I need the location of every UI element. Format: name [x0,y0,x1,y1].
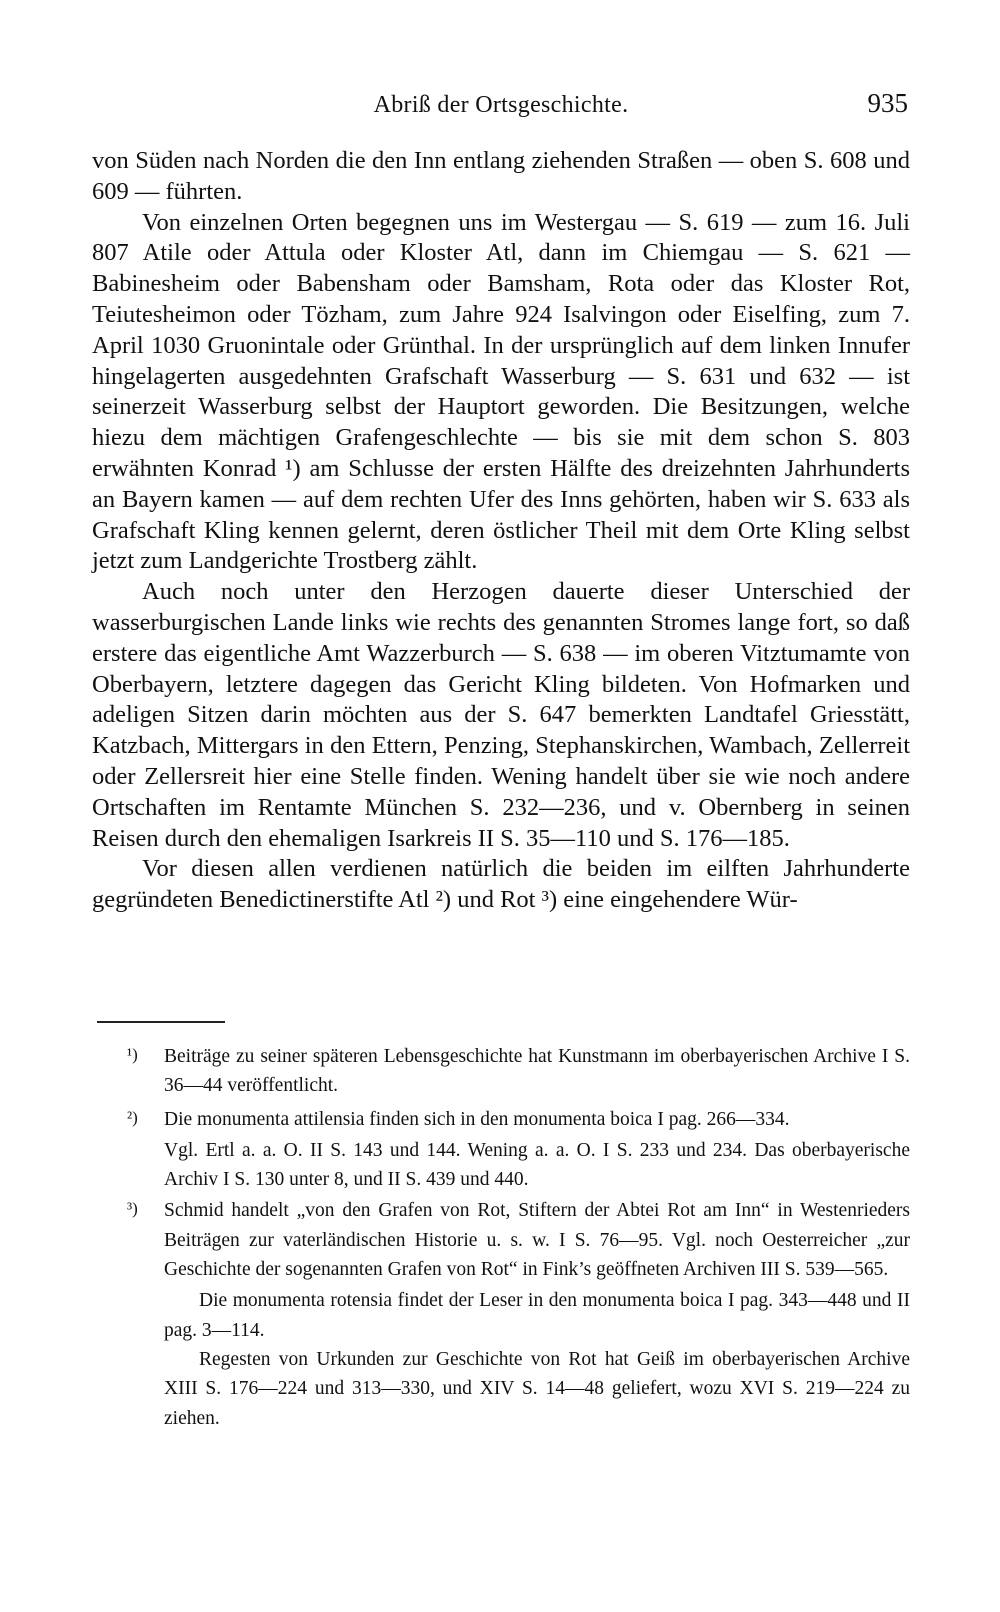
paragraph: Vor diesen allen verdienen natürlich die beiden im eilften Jahrhunderte gegründeten Benedictinerstifte Atl ²) und Rot ³) eine eingehendere Wür- [92,855,910,914]
footnote-mark: ³) [127,1199,138,1219]
footnote-text: Die monumenta attilensia finden sich in den monumenta boica I pag. 266—334. [164,1108,790,1130]
footnote-2-continuation: Vgl. Ertl a. a. O. II S. 143 und 144. Wening a. a. O. I S. 233 und 234. Das oberbayerische Archiv I S. 130 unter 8, und II S. 439 und 440. [164,1139,910,1191]
page-header [92,88,910,128]
paragraph: von Süden nach Norden die den Inn entlang ziehenden Straßen — oben S. 608 und 609 — führten. [92,147,910,205]
footnote-3-continuation: Regesten von Urkunden zur Geschichte von Rot hat Geiß im oberbayerischen Archive XIII S. 176—224 und 313—330, und XIV S. 14—48 geliefert, wozu XVI S. 219—224 zu ziehen. [164,1348,910,1429]
running-title: Abriß der Ortsgeschichte. [373,92,629,118]
footnote-separator [97,1021,225,1023]
paragraph: Auch noch unter den Herzogen dauerte dieser Unterschied der wasserburgischen Lande links wie rechts des genannten Stromes lange fort, so daß erstere das eigentliche Amt Wazzerburch — S. 638 — im oberen Vitztumamte von Oberbayern, letztere dagegen das Gericht Kling bildeten. Von Hofmarken und adeligen Sitzen darin möchten aus der S. 647 bemerkten Landtafel Griesstätt, Katzbach, Mittergars in den Ettern, Penzing, Stephanskirchen, Wambach, Zellerreit oder Zellersreit hier eine Stelle finden. Wening handelt über sie wie noch andere Ortschaften im Rentamte München S. 232—236, und v. Obernberg in seinen Reisen durch den ehemaligen Isarkreis II S. 35—110 und S. 176—185. [92,578,910,852]
footnote-3 [92,1194,910,1284]
footnote-text: Schmid handelt „von den Grafen von Rot, Stiftern der Abtei Rot am Inn“ in Westenrieders Beiträgen zur vaterländischen Historie u. s. w. I S. 76—95. Vgl. noch Oesterreicher „zur Geschichte der sogenannten Grafen von Rot“ in Fink’s geöffneten Archiven III S. 539—565. [164,1200,910,1281]
main-text [92,146,910,916]
paragraph: Von einzelnen Orten begegnen uns im Westergau — S. 619 — zum 16. Juli 807 Atile oder Attula oder Kloster Atl, dann im Chiemgau — S. 621 — Babinesheim oder Babensham oder Bamsham, Rota oder das Kloster Rot, Teiutesheimon oder Tözham, zum Jahre 924 Isalvingon oder Eiselfing, zum 7. April 1030 Gruonintale oder Grünthal. In der ursprünglich auf dem linken Innufer hingelagerten ausgedehnten Grafschaft Wasserburg — S. 631 und 632 — ist seinerzeit Wasserburg selbst der Hauptort geworden. Die Besitzungen, welche hiezu dem mächtigen Grafengeschlechte — bis sie mit dem schon S. 803 erwähnten Konrad ¹) am Schlusse der ersten Hälfte des dreizehnten Jahrhunderts an Bayern kamen — auf dem rechten Ufer des Inns gehörten, haben wir S. 633 als Grafschaft Kling kennen gelernt, deren östlicher Theil mit dem Orte Kling selbst jetzt zum Landgerichte Trostberg zählt. [92,208,910,575]
footnotes [92,1040,910,1433]
footnote-1 [92,1040,910,1101]
footnote-mark: ²) [127,1107,138,1127]
page-number: 935 [867,88,908,118]
footnote-2 [92,1103,910,1134]
footnote-mark: ¹) [127,1045,138,1064]
footnote-3-continuation: Die monumenta rotensia findet der Leser in den monumenta boica I pag. 343—448 und II pag. 3—114. [164,1290,910,1341]
footnote-text: Beiträge zu seiner späteren Lebensgeschichte hat Kunstmann im oberbayerischen Archive I S. 36—44 veröffentlicht. [164,1046,910,1097]
